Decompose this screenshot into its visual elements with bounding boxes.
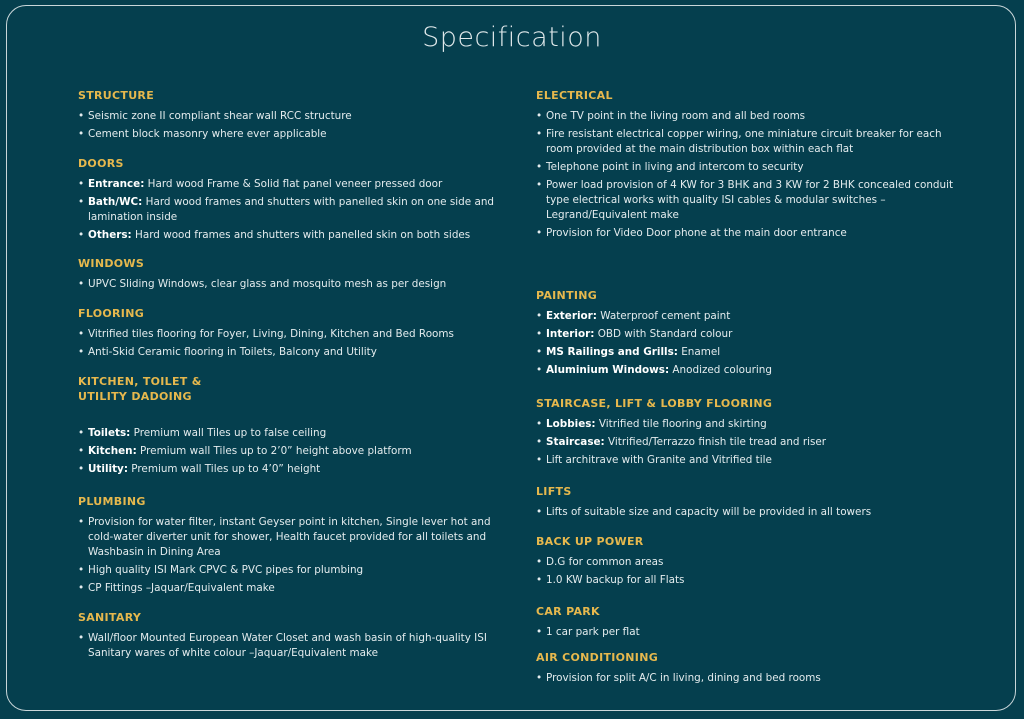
spec-item (78, 177, 498, 192)
section-staircase-lift-lobby-flooring (536, 396, 966, 471)
spec-item (536, 178, 966, 223)
spec-item (536, 417, 966, 432)
section-heading: STAIRCASE, LIFT & LOBBY FLOORING (536, 397, 773, 410)
section-heading: LIFTS (536, 485, 572, 498)
spec-list (78, 109, 498, 142)
spec-item (536, 671, 966, 686)
spec-item (536, 505, 966, 520)
spec-item (78, 277, 498, 292)
spec-item-label: Aluminium Windows: (546, 364, 670, 376)
spec-item-label: Interior: (546, 328, 595, 340)
section-heading: SANITARY (78, 611, 142, 624)
spec-item-text: Lifts of suitable size and capacity will be provided in all towers (546, 506, 872, 518)
section-heading: CAR PARK (536, 605, 600, 618)
spec-item-text: Provision for Video Door phone at the main door entrance (546, 227, 847, 239)
spec-item-text: One TV point in the living room and all bed rooms (546, 110, 806, 122)
spec-item (536, 327, 966, 342)
section-kitchen-toilet-utility-dadoing (78, 374, 498, 480)
spec-item-label: Lobbies: (546, 418, 596, 430)
spec-item-text: Premium wall Tiles up to 4’0” height (128, 463, 321, 475)
section-car-park (536, 604, 966, 643)
spec-item-text: Provision for split A/C in living, dining and bed rooms (546, 672, 821, 684)
spec-item-text: CP Fittings –Jaquar/Equivalent make (88, 582, 275, 594)
section-heading: DOORS (78, 157, 124, 170)
spec-item-label: Entrance: (88, 178, 145, 190)
spec-item-text: Hard wood frames and shutters with panelled skin on both sides (131, 229, 471, 241)
spec-item-text: Lift architrave with Granite and Vitrified tile (546, 454, 772, 466)
spec-item-text: Cement block masonry where ever applicable (88, 128, 327, 140)
section-heading: KITCHEN, TOILET & UTILITY DADOING (78, 375, 202, 403)
spec-item (78, 228, 498, 243)
spec-list (536, 625, 966, 640)
spec-list (78, 631, 498, 661)
section-sanitary (78, 610, 498, 664)
spec-list (536, 671, 966, 686)
section-air-conditioning (536, 650, 966, 689)
spec-item-text: High quality ISI Mark CPVC & PVC pipes for plumbing (88, 564, 364, 576)
spec-item (536, 363, 966, 378)
spec-item (536, 127, 966, 157)
spec-item (78, 515, 498, 560)
spec-item (78, 327, 498, 342)
spec-list (78, 327, 498, 360)
section-flooring (78, 306, 498, 363)
spec-item-text: Hard wood Frame & Solid flat panel veneer pressed door (144, 178, 443, 190)
spec-item (536, 555, 966, 570)
spec-item-label: Staircase: (546, 436, 605, 448)
spec-item (78, 462, 498, 477)
spec-list (78, 277, 498, 292)
spec-item-text: Hard wood frames and shutters with panelled skin on one side and lamination inside (88, 196, 495, 223)
spec-item-text: Anti-Skid Ceramic flooring in Toilets, Balcony and Utility (88, 346, 377, 358)
spec-item-text: Vitrified/Terrazzo finish tile tread and riser (604, 436, 827, 448)
spec-item (78, 631, 498, 661)
spec-item (78, 444, 498, 459)
spec-item-label: Exterior: (546, 310, 597, 322)
spec-item-label: Toilets: (88, 427, 131, 439)
spec-list (536, 109, 966, 241)
spec-item (78, 581, 498, 596)
section-heading: PAINTING (536, 289, 598, 302)
section-heading: PLUMBING (78, 495, 146, 508)
spec-item (536, 226, 966, 241)
section-heading: BACK UP POWER (536, 535, 644, 548)
spec-list (78, 426, 498, 477)
spec-item-text: 1.0 KW backup for all Flats (546, 574, 685, 586)
section-structure (78, 88, 498, 145)
spec-item (78, 345, 498, 360)
spec-list (78, 177, 498, 243)
spec-item-text: Premium wall Tiles up to false ceiling (130, 427, 327, 439)
spec-item-label: MS Railings and Grills: (546, 346, 678, 358)
spec-item-label: Utility: (88, 463, 128, 475)
spec-item (536, 309, 966, 324)
spec-item (536, 435, 966, 450)
section-painting (536, 288, 966, 381)
spec-item-text: Seismic zone II compliant shear wall RCC structure (88, 110, 352, 122)
section-heading: WINDOWS (78, 257, 145, 270)
spec-item-text: UPVC Sliding Windows, clear glass and mosquito mesh as per design (88, 278, 447, 290)
spec-item-text: D.G for common areas (546, 556, 664, 568)
spec-list (536, 505, 966, 520)
spec-item (536, 345, 966, 360)
section-heading: AIR CONDITIONING (536, 651, 659, 664)
section-doors (78, 156, 498, 246)
spec-list (536, 309, 966, 378)
spec-item-text: Premium wall Tiles up to 2’0” height above platform (136, 445, 412, 457)
section-back-up-power (536, 534, 966, 591)
spec-item-label: Bath/WC: (88, 196, 143, 208)
spec-item (78, 127, 498, 142)
section-heading: FLOORING (78, 307, 145, 320)
spec-item-text: Vitrified tiles flooring for Foyer, Living, Dining, Kitchen and Bed Rooms (88, 328, 454, 340)
spec-item-text: Wall/floor Mounted European Water Closet and wash basin of high-quality ISI Sanitary wares of white colour –Jaquar/Equivalent make (88, 632, 487, 659)
spec-item-text: OBD with Standard colour (594, 328, 733, 340)
section-lifts (536, 484, 966, 523)
spec-item (536, 573, 966, 588)
spec-item (78, 563, 498, 578)
section-electrical (536, 88, 966, 244)
spec-list (78, 515, 498, 596)
spec-list (536, 555, 966, 588)
spec-item (536, 453, 966, 468)
spec-item (536, 625, 966, 640)
spec-item-text: Fire resistant electrical copper wiring, one miniature circuit breaker for each room provided at the main distribution box within each flat (546, 128, 942, 155)
spec-item (78, 109, 498, 124)
section-heading: STRUCTURE (78, 89, 155, 102)
spec-item (78, 426, 498, 441)
spec-list (536, 417, 966, 468)
spec-item (536, 109, 966, 124)
spec-item-text: Enamel (677, 346, 721, 358)
spec-item-text: Telephone point in living and intercom to security (546, 161, 804, 173)
spec-item-label: Others: (88, 229, 132, 241)
spec-item-text: 1 car park per flat (546, 626, 640, 638)
section-windows (78, 256, 498, 295)
spec-item-text: Provision for water filter, instant Geyser point in kitchen, Single lever hot and cold-water diverter unit for shower, Health faucet provided for all toilets and Washbasin in Dining Area (88, 516, 491, 558)
spec-item (536, 160, 966, 175)
spec-item-text: Power load provision of 4 KW for 3 BHK and 3 KW for 2 BHK concealed conduit type electrical works with quality ISI cables & modular switches – Legrand/Equivalent make (546, 179, 954, 221)
page-title: Specification (422, 22, 602, 53)
spec-item-label: Kitchen: (88, 445, 137, 457)
spec-item (78, 195, 498, 225)
section-plumbing (78, 494, 498, 599)
spec-item-text: Waterproof cement paint (596, 310, 731, 322)
section-heading: ELECTRICAL (536, 89, 613, 102)
spec-item-text: Anodized colouring (669, 364, 772, 376)
spec-item-text: Vitrified tile flooring and skirting (595, 418, 767, 430)
